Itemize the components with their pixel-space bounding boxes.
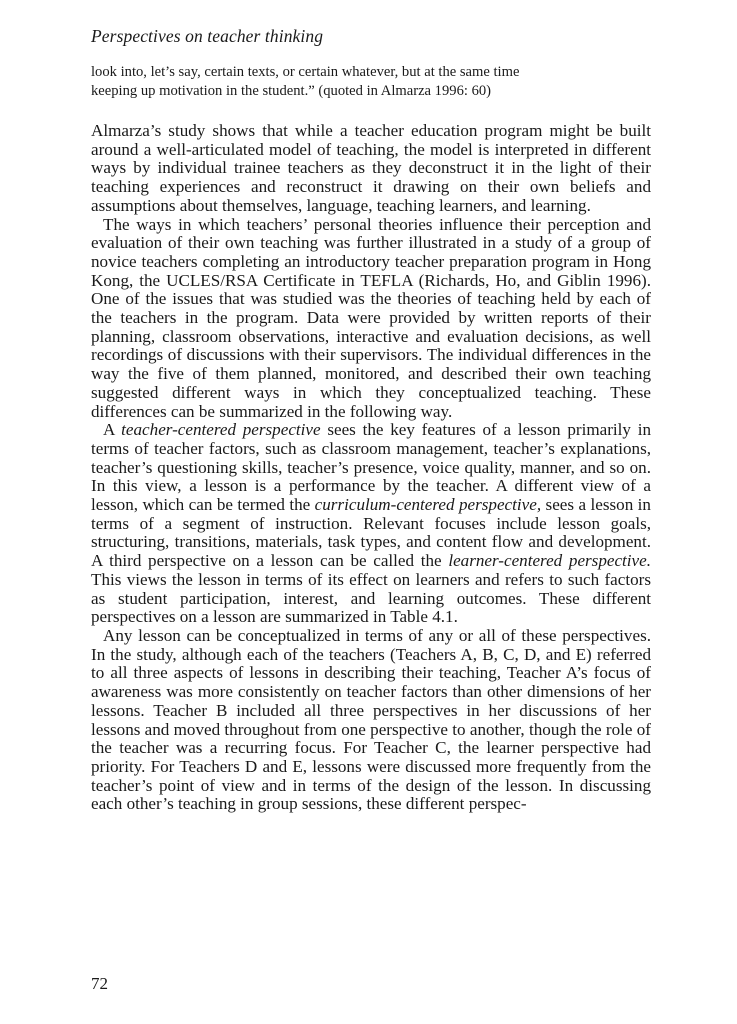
page-number: 72	[91, 974, 108, 993]
block-quote-ending	[91, 63, 651, 101]
paragraph-3	[91, 421, 651, 627]
quote-line-2: keeping up motivation in the student.” (quoted in Almarza 1996: 60)	[91, 83, 492, 99]
paragraph-3-text-a: A	[103, 420, 122, 440]
term-teacher-centered: teacher-centered perspective	[121, 420, 321, 440]
paragraph-1: Almarza’s study shows that while a teacher education program might be built around a well-articulated model of teaching, the model is interpreted in different ways by individual trainee teachers as they deconstruct it in the light of their teaching experiences and reconstruct it drawing on their own beliefs and assumptions about themselves, language, teaching learners, and learning.	[91, 121, 651, 215]
quote-line-1: look into, let’s say, certain texts, or certain whatever, but at the same time	[91, 64, 520, 80]
term-learner-centered: learner-centered perspective.	[448, 551, 651, 571]
paragraph-2: The ways in which teachers’ personal theories influence their perception and evaluation of their own teaching was further illustrated in a study of a group of novice teachers completing an introductory teacher preparation program in Hong Kong, the UCLES/RSA Certificate in TEFLA (Richards, Ho, and Giblin 1996). One of the issues that was studied was the theories of teaching held by each of the teachers in the program. Data were provided by written reports of their planning, classroom observations, interactive and evaluation decisions, as well recordings of discussions with their supervisors. The individual differences in the way the five of them planned, monitored, and described their own teaching suggested different ways in which they conceptualized teaching. These differences can be summarized in the following way.	[91, 214, 651, 421]
paragraph-4: Any lesson can be conceptualized in terms of any or all of these perspectives. In the study, although each of the teachers (Teachers A, B, C, D, and E) referred to all three aspects of lessons in describing their teaching, Teacher A’s focus of awareness was more consistently on teacher factors than other dimensions of her lessons. Teacher B included all three perspectives in her discussions of her lessons and moved throughout from one perspective to another, though the role of the teacher was a recurring focus. For Teacher C, the learner perspective had priority. For Teachers D and E, lessons were discussed more frequently from the teacher’s point of view and in terms of the design of the lesson. In discussing each other’s teaching in group sessions, these different perspec-	[91, 625, 651, 814]
running-head: Perspectives on teacher thinking	[91, 26, 324, 46]
paragraph-3-text-b: sees the key features of a lesson primarily in terms of teacher factors, such as classroom management, teacher’s explanations, teacher’s questioning skills, teacher’s presence, voice quality, manner, and so on. In this view, a lesson is a performance by the teacher. A different view of a lesson, which can be termed the	[91, 420, 651, 515]
term-curriculum-centered: curriculum-centered perspective,	[314, 495, 542, 515]
paragraph-3-text-c: sees a lesson in terms of a segment of instruction. Relevant focuses include lesson goals, structuring, transitions, materials, task types, and content flow and development. A third perspective on a lesson can be called the	[91, 495, 651, 571]
paragraph-3-text-d: This views the lesson in terms of its effect on learners and refers to such factors as student participation, interest, and learning outcomes. These different perspectives on a lesson are summarized in Table 4.1.	[91, 569, 651, 627]
body-text	[91, 122, 651, 814]
